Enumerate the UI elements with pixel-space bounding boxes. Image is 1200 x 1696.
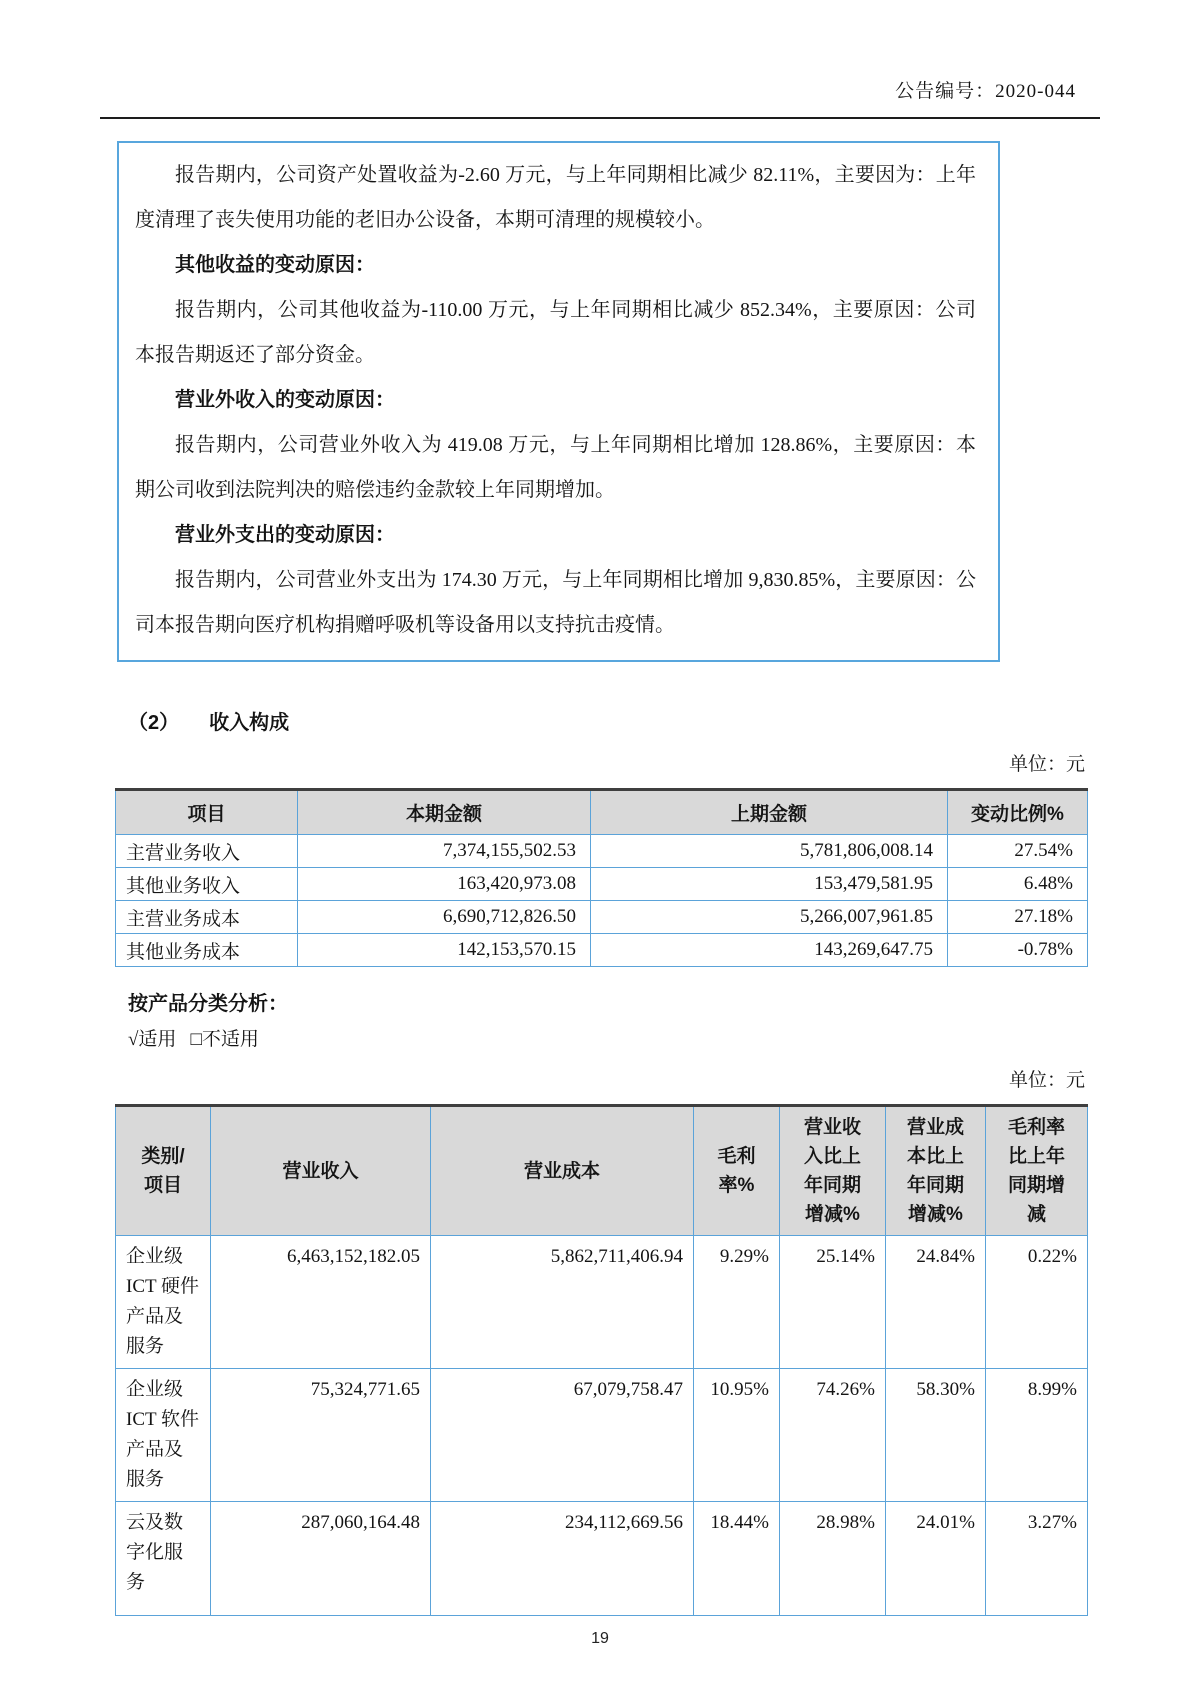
table-header-row [116, 1106, 1088, 1236]
row-label: 企业级 ICT 硬件产品及服务 [116, 1236, 211, 1369]
column-header-item: 项目 [116, 790, 298, 835]
amount-cell: 5,862,711,406.94 [431, 1236, 694, 1369]
table-row [116, 934, 1088, 967]
amount-cell: 6,463,152,182.05 [211, 1236, 431, 1369]
column-header-category: 类别/项目 [116, 1106, 211, 1236]
amount-cell: 163,420,973.08 [298, 868, 591, 901]
row-label: 主营业务成本 [116, 901, 298, 934]
row-label: 其他业务成本 [116, 934, 298, 967]
amount-cell: 6,690,712,826.50 [298, 901, 591, 934]
column-header-change-ratio: 变动比例% [948, 790, 1088, 835]
column-header-prior-amount: 上期金额 [591, 790, 948, 835]
percent-cell: 27.54% [948, 835, 1088, 868]
row-label: 主营业务收入 [116, 835, 298, 868]
notice-box [117, 141, 1000, 662]
table-row [116, 1502, 1088, 1616]
column-header-revenue-yoy: 营业收入比上年同期增减% [780, 1106, 886, 1236]
percent-cell: 10.95% [694, 1369, 780, 1502]
notice-heading: 其他收益的变动原因： [175, 254, 375, 276]
percent-cell: 24.84% [886, 1236, 986, 1369]
percent-cell: 74.26% [780, 1369, 886, 1502]
amount-cell: 143,269,647.75 [591, 934, 948, 967]
amount-cell: 75,324,771.65 [211, 1369, 431, 1502]
table-row [116, 1236, 1088, 1369]
product-analysis-title: 按产品分类分析： [128, 993, 288, 1015]
percent-cell: 3.27% [986, 1502, 1088, 1616]
not-applicable-option: □不适用 [190, 1029, 259, 1050]
table-header-row [116, 790, 1088, 835]
table-row [116, 868, 1088, 901]
applicable-option: √适用 [128, 1029, 177, 1050]
section-heading [128, 706, 1200, 735]
percent-cell: 27.18% [948, 901, 1088, 934]
table-row [116, 1369, 1088, 1502]
amount-cell: 287,060,164.48 [211, 1502, 431, 1616]
amount-cell: 234,112,669.56 [431, 1502, 694, 1616]
table-row [116, 901, 1088, 934]
percent-cell: 0.22% [986, 1236, 1088, 1369]
notice-paragraph: 报告期内，公司其他收益为-110.00 万元，与上年同期相比减少 852.34%，主要原因：公司本报告期返还了部分资金。 [135, 299, 976, 366]
column-header-operating-cost: 营业成本 [431, 1106, 694, 1236]
notice-heading: 营业外收入的变动原因： [175, 389, 395, 411]
percent-cell: 58.30% [886, 1369, 986, 1502]
percent-cell: 6.48% [948, 868, 1088, 901]
notice-heading: 营业外支出的变动原因： [175, 524, 395, 546]
column-header-cost-yoy: 营业成本比上年同期增减% [886, 1106, 986, 1236]
percent-cell: 18.44% [694, 1502, 780, 1616]
notice-paragraph: 报告期内，公司营业外收入为 419.08 万元，与上年同期相比增加 128.86%，主要原因：本期公司收到法院判决的赔偿违约金款较上年同期增加。 [135, 434, 976, 501]
column-header-gross-margin: 毛利率% [694, 1106, 780, 1236]
applicability-line [128, 1024, 1200, 1051]
amount-cell: 5,781,806,008.14 [591, 835, 948, 868]
percent-cell: 9.29% [694, 1236, 780, 1369]
notice-paragraph: 报告期内，公司资产处置收益为-2.60 万元，与上年同期相比减少 82.11%，主要因为：上年度清理了丧失使用功能的老旧办公设备，本期可清理的规模较小。 [135, 164, 976, 231]
percent-cell: -0.78% [948, 934, 1088, 967]
product-category-table [115, 1104, 1088, 1616]
percent-cell: 28.98% [780, 1502, 886, 1616]
row-label: 云及数字化服务 [116, 1502, 211, 1616]
table-row [116, 835, 1088, 868]
section-number: （2） [128, 712, 180, 734]
page-number: 19 [591, 1630, 609, 1647]
percent-cell: 24.01% [886, 1502, 986, 1616]
percent-cell: 8.99% [986, 1369, 1088, 1502]
revenue-composition-table [115, 788, 1088, 967]
amount-cell: 153,479,581.95 [591, 868, 948, 901]
page-header [100, 0, 1100, 119]
column-header-current-amount: 本期金额 [298, 790, 591, 835]
row-label: 其他业务收入 [116, 868, 298, 901]
unit-label: 单位：元 [1008, 754, 1085, 775]
amount-cell: 67,079,758.47 [431, 1369, 694, 1502]
unit-label: 单位：元 [1008, 1070, 1085, 1091]
row-label: 企业级 ICT 软件产品及服务 [116, 1369, 211, 1502]
column-header-margin-yoy: 毛利率比上年同期增减 [986, 1106, 1088, 1236]
amount-cell: 5,266,007,961.85 [591, 901, 948, 934]
amount-cell: 7,374,155,502.53 [298, 835, 591, 868]
column-header-operating-revenue: 营业收入 [211, 1106, 431, 1236]
announcement-number: 公告编号：2020-044 [895, 81, 1076, 102]
section-title: 收入构成 [209, 712, 290, 734]
percent-cell: 25.14% [780, 1236, 886, 1369]
amount-cell: 142,153,570.15 [298, 934, 591, 967]
notice-paragraph: 报告期内，公司营业外支出为 174.30 万元，与上年同期相比增加 9,830.85%，主要原因：公司本报告期向医疗机构捐赠呼吸机等设备用以支持抗击疫情。 [135, 569, 976, 636]
